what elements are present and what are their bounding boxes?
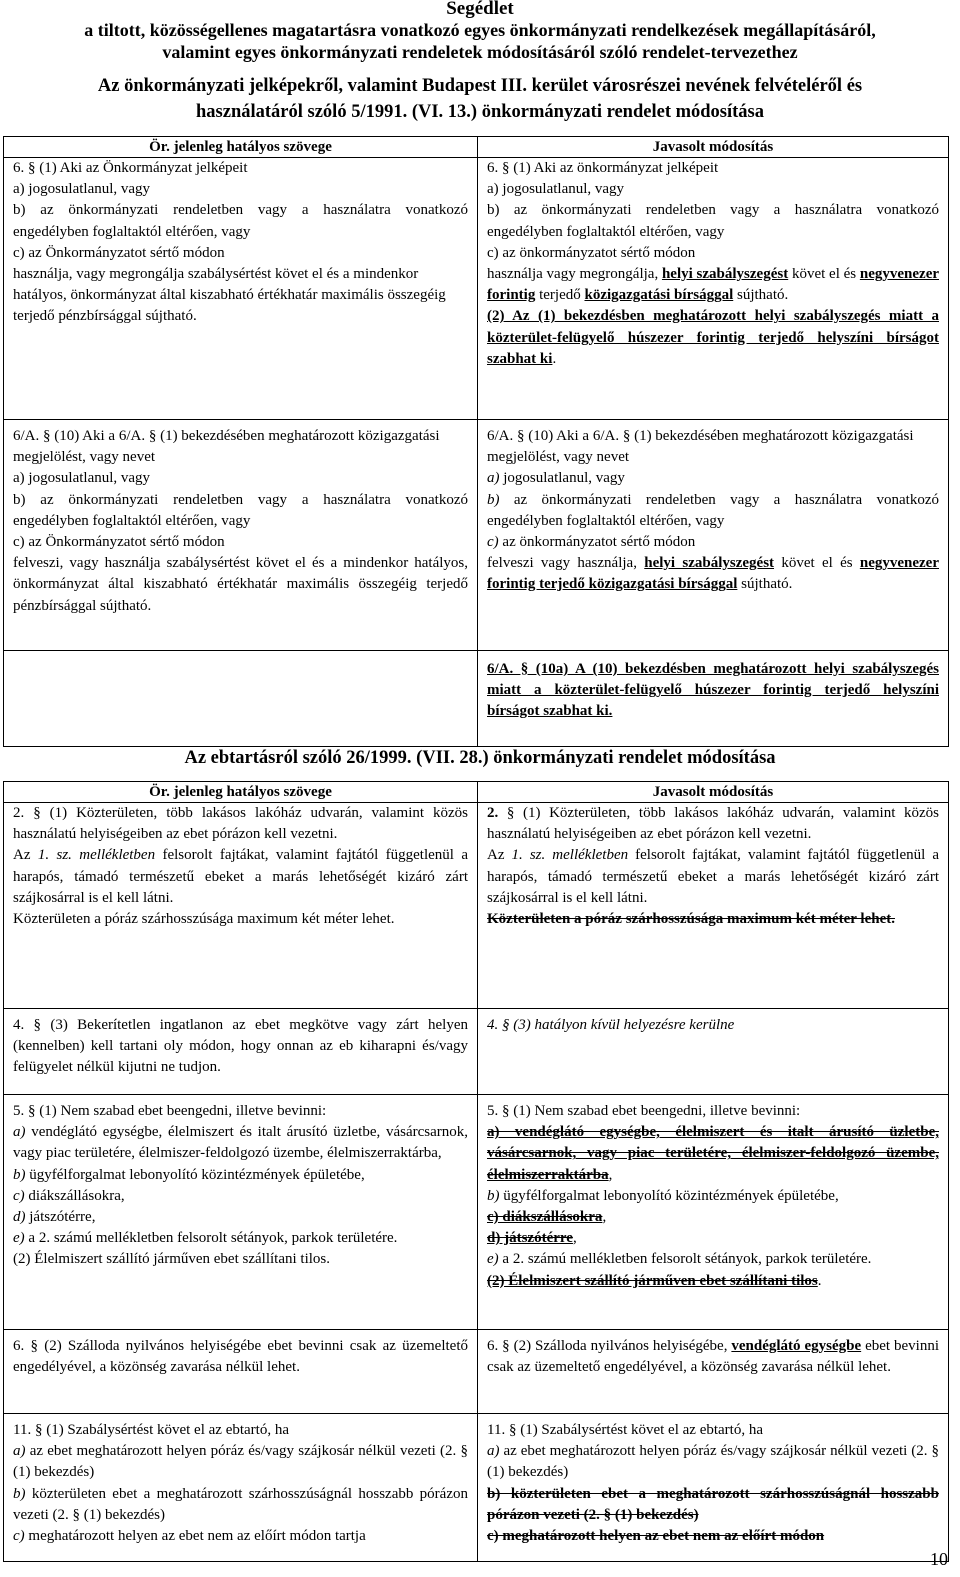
paragraph: 5. § (1) Nem szabad ebet beengedni, illetve bevinni: <box>487 1103 801 1119</box>
text-span: , <box>608 1166 613 1183</box>
paragraph <box>487 803 939 845</box>
text-span: a) <box>487 470 500 487</box>
paragraph <box>487 1207 939 1228</box>
text-span: követ el és <box>774 555 860 572</box>
text-span: ügyfélforgalmat lebonyolító közintézmények épületébe, <box>499 1187 839 1204</box>
document-subtitle-line-2: valamint egyes önkormányzati rendeletek módosításáról szóló rendelet-tervezethez <box>162 42 798 62</box>
text-span: az önkormányzatot sértő módon <box>498 534 696 551</box>
text-span: b) <box>487 1187 500 1204</box>
proposed-text-cell <box>478 420 949 651</box>
paragraph: 4. § (3) Bekerítetlen ingatlanon az ebet megkötve vagy zárt helyen (kennelben) kell tartani oly módon, hogy onnan az eb kiharapni és/vagy felügyelet nélkül kijutni ne tudjon. <box>13 1017 468 1076</box>
table-row <box>4 1414 949 1562</box>
text-span: sújtható. <box>737 576 793 593</box>
paragraph <box>487 1336 939 1378</box>
inserted-text: negyvenezer forintig <box>487 266 940 304</box>
text-span: az ebet meghatározott helyen póráz és/vagy szájkosár nélkül vezeti (2. § (1) bekezdés) <box>487 1443 939 1481</box>
deleted-text: c) diákszállásokra <box>487 1209 603 1226</box>
table-row <box>4 158 949 420</box>
text-span: 2. <box>487 805 499 821</box>
inserted-text: 6/A. § (10a) A (10) bekezdésben meghatározott helyi szabályszegés miatt a közterület-felügyelő húszezer forintig terjedő helyszíni bírságot szabhat ki. <box>487 661 939 720</box>
paragraph: Közterületen a póráz szárhosszúsága maximum két méter lehet. <box>13 911 395 928</box>
paragraph <box>13 1165 468 1186</box>
proposed-text-cell <box>478 1330 949 1414</box>
table-header-row <box>4 782 949 803</box>
paragraph <box>487 553 939 595</box>
paragraph <box>487 1249 939 1270</box>
text-span: Az <box>487 847 512 864</box>
text-span: felsorolt fajtákat, valamint fajtától függetlenül a harapós, támadó természetű ebeket a marás lehetőségét kizáró zárt szájkosárral is el kell látni. <box>13 847 468 906</box>
current-text-cell <box>4 1009 478 1095</box>
text-span: c) <box>487 534 499 551</box>
proposed-text-cell <box>478 158 949 420</box>
paragraph <box>487 532 939 553</box>
paragraph <box>487 306 939 370</box>
text-span: Az <box>13 847 38 864</box>
inserted-text: vendéglátó egységbe <box>731 1338 862 1354</box>
text-span: 1. sz. mellékletben <box>511 847 629 864</box>
deleted-text: d) játszótérre <box>487 1230 573 1247</box>
paragraph <box>487 1122 939 1186</box>
table-row <box>4 651 949 747</box>
text-span: d) <box>13 1209 26 1226</box>
text-span: meghatározott helyen az ebet nem az előírt módon tartja <box>24 1528 366 1545</box>
text-span: a 2. számú mellékletben felsorolt sétányok, parkok területére. <box>24 1230 398 1247</box>
inserted-text: (2) Az (1) bekezdésben meghatározott helyi szabályszegés miatt a közterület-felügyelő húszezer forintig terjedő helyszíni bírságot szabhat ki <box>487 308 939 367</box>
text-span: az önkormányzati rendeletben vagy a használatra vonatkozó engedélyben foglaltaktól eltérően, vagy <box>487 491 939 529</box>
table-row <box>4 1009 949 1095</box>
text-span: felsorolt fajtákat, valamint fajtától függetlenül a harapós, támadó természetű ebeket a marás lehetőségét kizáró zárt szájkosárral is el kell látni. <box>487 847 940 906</box>
inserted-text: helyi szabályszegést <box>644 555 775 572</box>
text-span: . <box>552 350 557 367</box>
paragraph: b) az önkormányzati rendeletben vagy a használatra vonatkozó engedélyben foglaltaktól eltérően, vagy <box>487 202 939 240</box>
text-span: terjedő <box>535 287 585 304</box>
current-text-cell <box>4 1414 478 1562</box>
current-text-cell <box>4 651 478 747</box>
text-span: a) <box>13 1124 26 1141</box>
paragraph <box>13 1484 468 1526</box>
table-row <box>4 803 949 1009</box>
paragraph <box>487 468 939 489</box>
text-span: c) <box>13 1528 25 1545</box>
regulation-2-heading: Az ebtartásról szóló 26/1999. (VII. 28.) önkormányzati rendelet módosítása <box>184 748 776 768</box>
paragraph <box>13 845 468 909</box>
paragraph: a) jogosulatlanul, vagy <box>487 181 625 198</box>
deleted-text: b) közterületen ebet a meghatározott szárhosszúságnál hosszabb pórázon vezeti (2. § (1) bekezdés) <box>487 1485 939 1523</box>
paragraph: b) az önkormányzati rendeletben vagy a használatra vonatkozó engedélyben foglaltaktól eltérően, vagy <box>13 202 468 240</box>
text-span: vendéglátó egységbe, élelmiszert és italt árusító üzletbe, vásárcsarnok, vagy piac területére, élelmiszer-feldolgozó üzembe, élelmiszerraktárba, <box>13 1124 468 1162</box>
table-row <box>4 1095 949 1330</box>
text-span: felveszi vagy használja, <box>487 555 645 572</box>
paragraph: c) az önkormányzatot sértő módon <box>487 244 696 261</box>
current-text-cell <box>4 1330 478 1414</box>
column-header-proposed: Javasolt módosítás <box>478 137 949 158</box>
current-text-cell <box>4 1095 478 1330</box>
table-row <box>4 1330 949 1414</box>
page-number: 10 <box>930 1549 948 1569</box>
table-row <box>4 420 949 651</box>
text-span: 1. sz. mellékletben <box>37 847 156 864</box>
text-span: a) <box>13 1443 26 1460</box>
text-span: e) <box>487 1251 499 1268</box>
text-span: ebet bevinni csak az üzemeltető engedélyével, a közönség zavarása nélkül lehet. <box>487 1338 939 1376</box>
paragraph: 11. § (1) Szabálysértést követ el az ebtartó, ha <box>13 1422 290 1438</box>
text-span: 6. § (2) Szálloda nyilvános helyiségébe, <box>487 1338 732 1354</box>
paragraph: a) jogosulatlanul, vagy <box>13 470 151 487</box>
column-header-current: Ör. jelenleg hatályos szövege <box>4 137 478 158</box>
paragraph: 6. § (1) Aki az önkormányzat jelképeit <box>487 160 719 176</box>
inserted-text: közigazgatási bírsággal <box>584 287 734 304</box>
document-subtitle-line-1: a tiltott, közösségellenes magatartásra vonatkozó egyes önkormányzati rendelkezések megállapításáról, <box>84 20 876 40</box>
text-span: használja vagy megrongálja, <box>487 266 662 283</box>
text-span: a 2. számú mellékletben felsorolt sétányok, parkok területére. <box>498 1251 872 1268</box>
inserted-text: negyvenezer forintig terjedő közigazgatási bírsággal <box>487 555 939 593</box>
text-span: . <box>817 1272 822 1289</box>
text-span: b) <box>487 491 500 508</box>
regulation-1-heading-line-1: Az önkormányzati jelképekről, valamint Budapest III. kerület városrészei nevének felvételéről és <box>97 76 863 96</box>
paragraph: 5. § (1) Nem szabad ebet beengedni, illetve bevinni: <box>13 1103 327 1119</box>
paragraph <box>13 1122 468 1164</box>
paragraph: 2. § (1) Közterületen, több lakásos lakóház udvarán, valamint közös használatú helyiségeiben az ebet pórázon kell vezetni. <box>13 805 468 843</box>
proposed-text-cell <box>478 1414 949 1562</box>
regulation-1-heading-line-2: használatáról szóló 5/1991. (VI. 13.) önkormányzati rendelet módosítása <box>196 102 764 122</box>
paragraph <box>487 264 939 306</box>
paragraph <box>487 490 939 532</box>
regulation-1-comparison-table <box>3 136 949 747</box>
text-span: játszótérre, <box>25 1209 96 1226</box>
paragraph <box>487 1441 939 1483</box>
text-span: e) <box>13 1230 25 1247</box>
paragraph: 11. § (1) Szabálysértést követ el az ebtartó, ha <box>487 1422 764 1438</box>
paragraph: 4. § (3) hatályon kívül helyezésre kerülne <box>487 1017 735 1033</box>
text-span: , <box>572 1230 577 1247</box>
text-span: , <box>602 1209 607 1226</box>
paragraph <box>487 1271 939 1292</box>
paragraph: 6/A. § (10) Aki a 6/A. § (1) bekezdésében meghatározott közigazgatási megjelölést, vagy nevet <box>487 428 914 466</box>
text-span: a) <box>487 1443 500 1460</box>
text-span: követ el és <box>788 266 860 283</box>
paragraph <box>487 1186 939 1207</box>
text-span: közterületen ebet a meghatározott szárhosszúságnál hosszabb pórázon vezeti (2. § (1) bekezdés) <box>13 1485 468 1523</box>
paragraph: c) az Önkormányzatot sértő módon <box>13 534 225 551</box>
inserted-text: helyi szabályszegést <box>661 266 789 283</box>
current-text-cell <box>4 420 478 651</box>
paragraph: 6. § (1) Aki az Önkormányzat jelképeit <box>13 160 248 176</box>
deleted-text: a) vendéglátó egységbe, élelmiszert és italt árusító üzletbe, vásárcsarnok, vagy piac területére, élelmiszer-feldolgozó üzembe, élelmiszerraktárba <box>487 1124 939 1183</box>
paragraph <box>13 1228 468 1249</box>
text-span: jogosulatlanul, vagy <box>499 470 625 487</box>
text-span: b) <box>13 1485 26 1502</box>
text-span: az ebet meghatározott helyen póráz és/vagy szájkosár nélkül vezeti (2. § (1) bekezdés) <box>13 1443 468 1481</box>
text-span: b) <box>13 1166 26 1183</box>
paragraph <box>487 845 939 909</box>
current-text-cell <box>4 803 478 1009</box>
paragraph: a) jogosulatlanul, vagy <box>13 181 151 198</box>
paragraph: b) az önkormányzati rendeletben vagy a használatra vonatkozó engedélyben foglaltaktól eltérően, vagy <box>13 491 468 529</box>
column-header-current: Ör. jelenleg hatályos szövege <box>4 782 478 803</box>
text-span: ügyfélforgalmat lebonyolító közintézmények épületébe, <box>25 1166 365 1183</box>
deleted-text: (2) Élelmiszert szállító járműven ebet szállítani tilos <box>487 1272 818 1289</box>
proposed-text-cell <box>478 651 949 747</box>
proposed-text-cell <box>478 803 949 1009</box>
deleted-text: c) meghatározott helyen az ebet nem az előírt módon <box>487 1528 825 1545</box>
table-header-row <box>4 137 949 158</box>
proposed-text-cell <box>478 1095 949 1330</box>
paragraph: 6. § (2) Szálloda nyilvános helyiségébe ebet bevinni csak az üzemeltető engedélyével, a közönség zavarása nélkül lehet. <box>13 1338 468 1376</box>
text-span: sújtható. <box>733 287 789 304</box>
paragraph: használja, vagy megrongálja szabálysértést követ el és a mindenkor hatályos, önkormányzat által kiszabható értékhatár maximális összegéig terjedő pénzbírsággal sújtható. <box>13 266 446 325</box>
proposed-text-cell <box>478 1009 949 1095</box>
text-span: c) <box>13 1187 25 1204</box>
text-span: § (1) Közterületen, több lakásos lakóház udvarán, valamint közös használatú helyiségeiben az ebet pórázon kell vezetni. <box>487 805 939 843</box>
text-span: diákszállásokra, <box>24 1187 125 1204</box>
paragraph <box>487 1228 939 1249</box>
paragraph <box>13 1441 468 1483</box>
column-header-proposed: Javasolt módosítás <box>478 782 949 803</box>
paragraph: c) az Önkormányzatot sértő módon <box>13 244 225 261</box>
regulation-2-comparison-table <box>3 781 949 1562</box>
paragraph <box>13 1526 468 1547</box>
paragraph: (2) Élelmiszert szállító járműven ebet szállítani tilos. <box>13 1251 330 1268</box>
paragraph: 6/A. § (10) Aki a 6/A. § (1) bekezdésében meghatározott közigazgatási megjelölést, vagy nevet <box>13 428 440 466</box>
paragraph <box>13 1207 468 1228</box>
deleted-text: Közterületen a póráz szárhosszúsága maximum két méter lehet. <box>487 911 895 928</box>
document-title: Segédlet <box>446 0 514 19</box>
paragraph <box>13 1186 468 1207</box>
paragraph: felveszi, vagy használja szabálysértést követ el és a mindenkor hatályos, önkormányzat által kiszabható értékhatár maximális összegéig terjedő pénzbírsággal sújtható. <box>13 555 468 614</box>
current-text-cell <box>4 158 478 420</box>
